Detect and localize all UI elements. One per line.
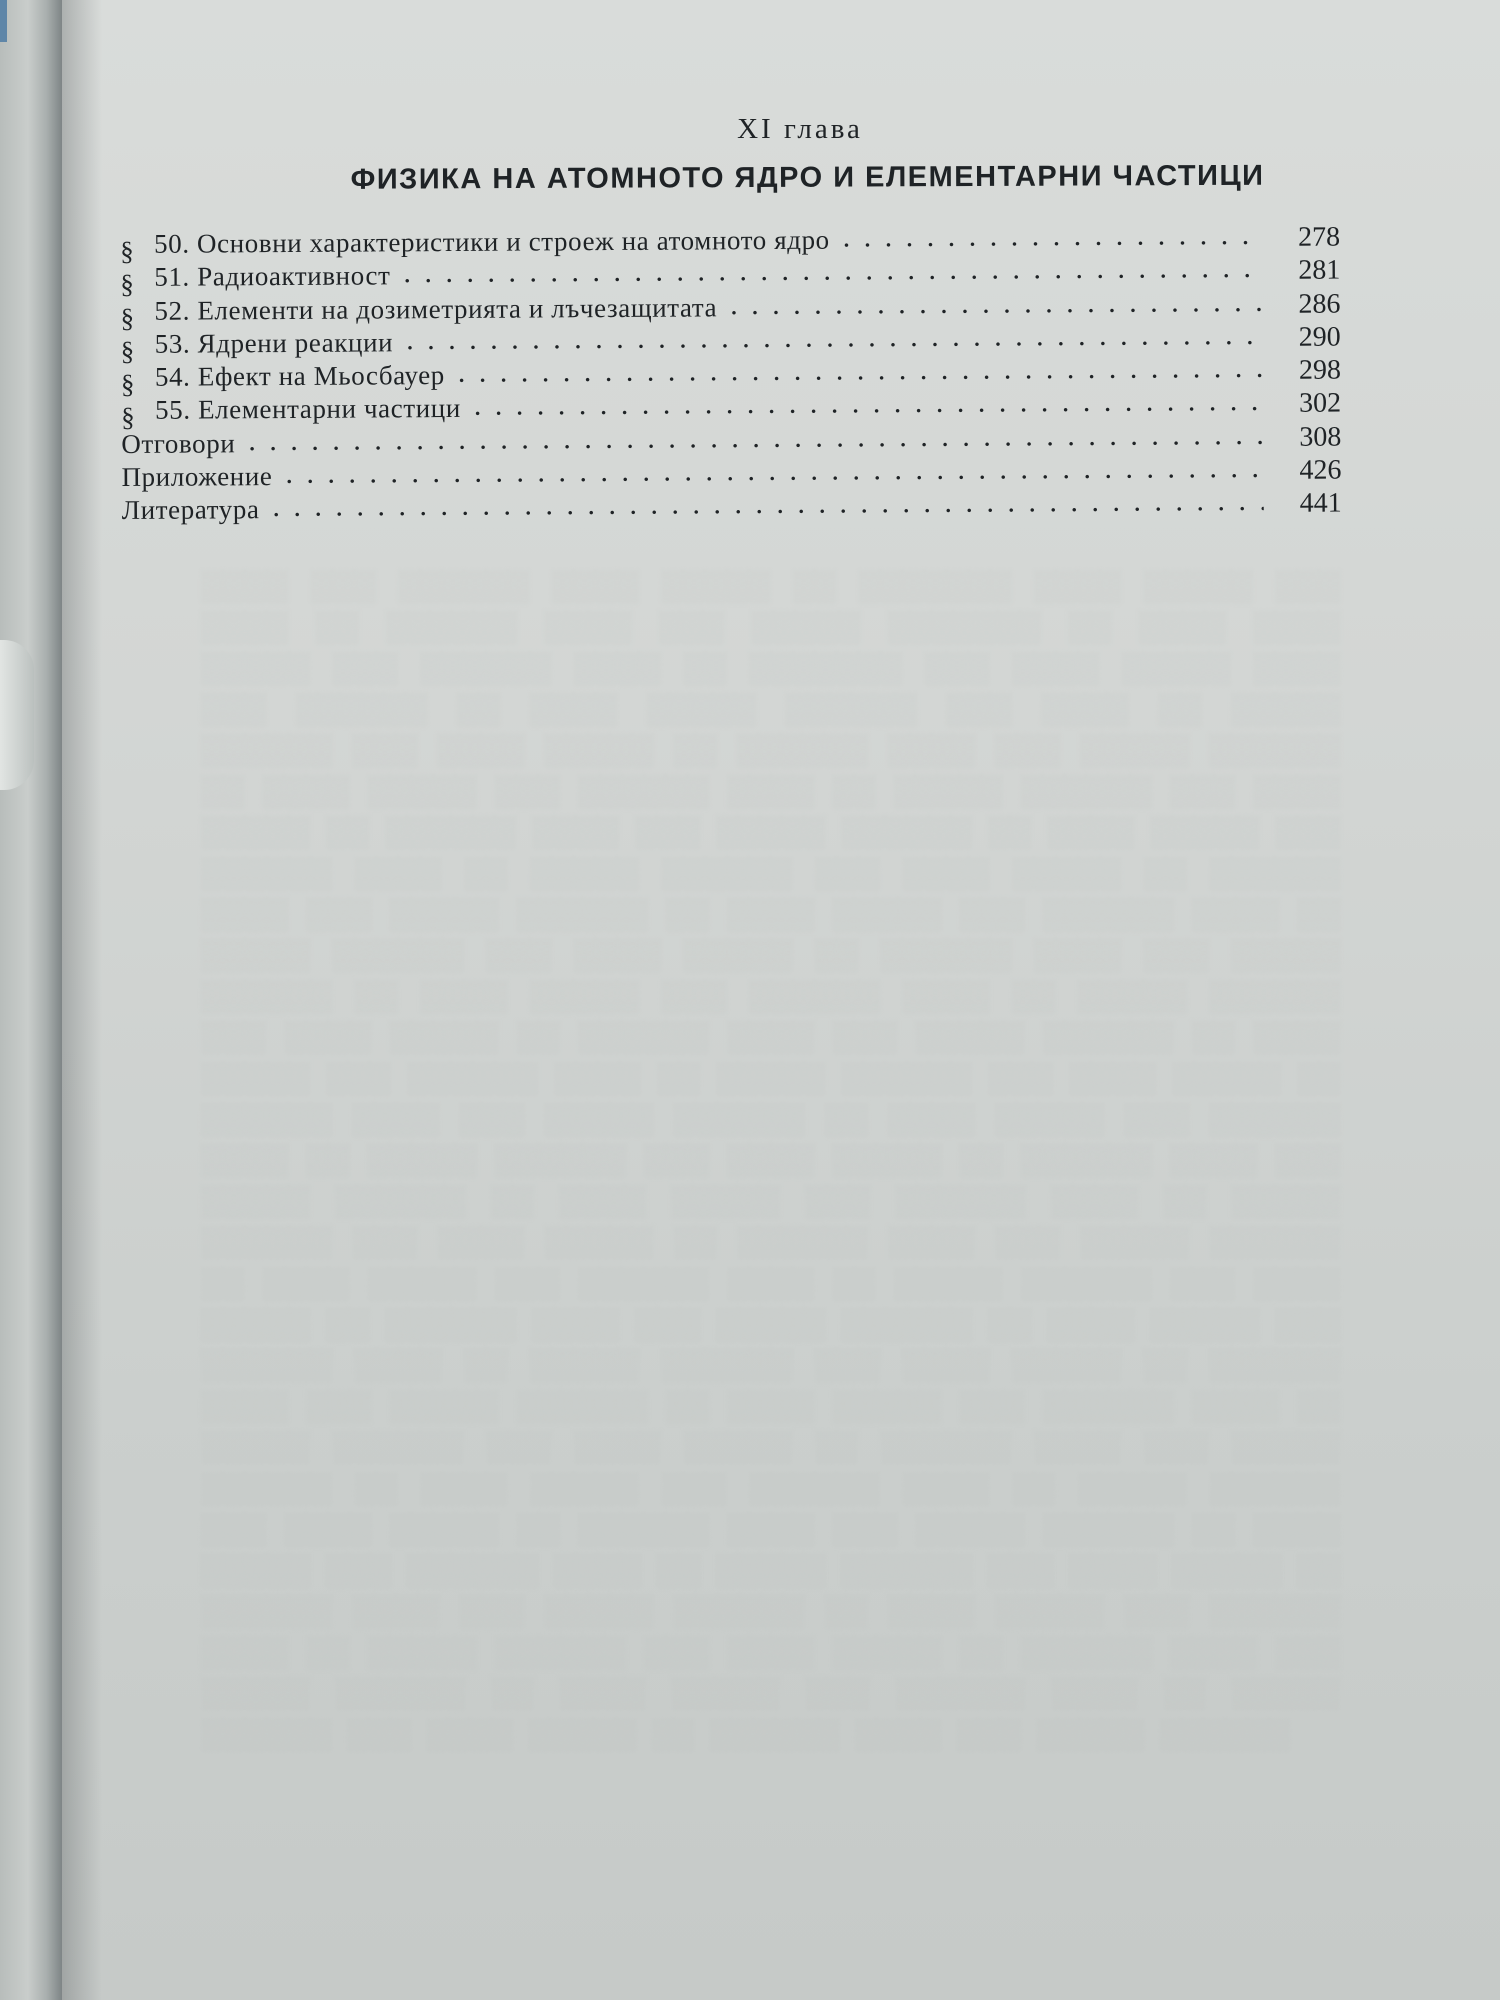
- page-fold: [0, 640, 34, 790]
- dot-leader: [404, 253, 1262, 291]
- cover-edge: [0, 0, 7, 42]
- toc-page-number: 290: [1298, 321, 1341, 353]
- toc-entry-label: 52. Елементи на дозиметрията и лъчезащитата: [154, 291, 718, 326]
- toc-page-number: 426: [1299, 454, 1342, 486]
- section-symbol: §: [121, 402, 135, 433]
- toc-entry-label: 51. Радиоактивност: [154, 260, 391, 293]
- toc-entry-label: Литература: [121, 494, 260, 526]
- chapter-label: XI глава: [737, 113, 863, 145]
- section-symbol: §: [120, 235, 134, 266]
- book-spine: [0, 0, 62, 2000]
- toc-entry-label: Приложение: [121, 461, 273, 493]
- show-through-texture: ░░░░ ░░░ ░░░░░░ ░░░░ ░░░░░ ░░ ░░░░░░░ ░░░░ ░░░░░ ░░░ ░░░░ ░░ ░░░░░░ ░░░░ ░░░ ░░░░░ ░░░░░░░ ░░ ░░░░ ░░░░ ░░░░░ ░░░ ░░░░░░ ░░░░ ░░ ░░░░░░░ ░░░ ░░░░ ░░░░░ ░░░░ ░░░ ░░░░░░ ░░ ░░░░ ░░░░░ ░░░░░░ ░░░ ░░░░ ░░ ░░░░░ ░░░░░░ ░░░ ░░░░ ░░░░░ ░░ ░░░░░░ ░░░░ ░░░ ░░░░░ ░░░░░░ ░░ ░░░░ ░░░░░ ░░░ ░░░░░░ ░░░░ ░░ ░░░░░ ░░░░░░ ░░░ ░░░░ ░░░░░ ░░ ░░░░░░ ░░░░ ░░░ ░░░░░ ░░░░░░ ░░ ░░░░ ░░░░░ ░░░ ░░░░░░ ░░░░ ░░ ░░░░░ ░░░░░░ ░░░ ░░░░ ░░░░░ ░░ ░░░░░░ ░░░░ ░░░ ░░░░░ ░░░░░░ ░░ ░░░░ ░░░░░ ░░░ ░░░░░░ ░░░░ ░░ ░░░░░ ░░░░░░ ░░░ ░░░░ ░░░░░ ░░ ░░░░░░ ░░░░ ░░░ ░░░░░ ░░░░░░ ░░ ░░░░ ░░░░░ ░░░ ░░░░░░ ░░░░ ░░ ░░░░░ ░░░░░░ ░░░ ░░░░ ░░░░░ ░░ ░░░░░░ ░░░░ ░░░ ░░░░░ ░░░░░░ ░░ ░░░░ ░░░░░ ░░░ ░░░░░░ ░░░░ ░░ ░░░░░ ░░░░░░ ░░░ ░░░░ ░░░░░ ░░ ░░░░░░ ░░░░ ░░░ ░░░░░ ░░░░░░ ░░ ░░░░ ░░░░░ ░░░ ░░░░░░ ░░░░ ░░ ░░░░░ ░░░░░░ ░░░ ░░░░ ░░░░░ ░░ ░░░░░░ ░░░░ ░░░ ░░░░░ ░░░░░░ ░░ ░░░░ ░░░░░ ░░░ ░░░░░░ ░░░░ ░░ ░░░░░ ░░░░░░ ░░░ ░░░░ ░░░░░ ░░ ░░░░░░ ░░░░ ░░░ ░░░░░ ░░░░░░ ░░ ░░░░ ░░░░░ ░░░ ░░░░░░ ░░░░ ░░ ░░░░░ ░░░░░░ ░░░ ░░░░ ░░░░░ ░░ ░░░░░░ ░░░░ ░░░ ░░░░░ ░░░░░░ ░░ ░░░░ ░░░░░ ░░░ ░░░░░░ ░░░░ ░░ ░░░░░ ░░░░░░ ░░░ ░░░░ ░░░░░ ░░ ░░░░░░ ░░░░ ░░░ ░░░░░ ░░░░░░ ░░ ░░░░ ░░░░░ ░░░ ░░░░░░ ░░░░ ░░ ░░░░░ ░░░░░░ ░░░ ░░░░ ░░░░░ ░░ ░░░░░░ ░░░░ ░░░ ░░░░░ ░░░░░░ ░░ ░░░░ ░░░░░ ░░░ ░░░░░░ ░░░░ ░░ ░░░░░ ░░░░░░ ░░░ ░░░░ ░░░░░ ░░ ░░░░░░ ░░░░ ░░░ ░░░░░ ░░░░░░ ░░ ░░░░ ░░░░░ ░░░ ░░░░░░ ░░░░ ░░ ░░░░░ ░░░░░░ ░░░ ░░░░ ░░░░░ ░░ ░░░░░░ ░░░░ ░░░ ░░░░░ ░░░░░░ ░░ ░░░░ ░░░░░ ░░░ ░░░░░░ ░░░░ ░░ ░░░░░ ░░░░░░ ░░░ ░░░░ ░░░░░ ░░ ░░░░░░ ░░░░ ░░░ ░░░░░ ░░░░░░ ░░ ░░░░ ░░░░░ ░░░ ░░░░░░ ░░░░ ░░ ░░░░░ ░░░░░░ ░░░ ░░░░ ░░░░░ ░░ ░░░░░░ ░░░░ ░░░ ░░░░░ ░░░░░░: [200, 568, 1340, 1751]
- toc-page-number: 278: [1297, 221, 1341, 253]
- dot-leader: [844, 220, 1263, 256]
- toc-page-number: 308: [1299, 421, 1342, 453]
- dot-leader: [731, 287, 1263, 323]
- dot-leader: [459, 353, 1263, 391]
- section-symbol: §: [120, 269, 134, 300]
- dot-leader: [286, 453, 1263, 492]
- gutter-shadow: [62, 0, 102, 2000]
- section-symbol: §: [120, 369, 135, 400]
- section-symbol: §: [120, 302, 135, 333]
- section-symbol: §: [120, 335, 135, 366]
- toc-entry-label: 50. Основни характеристики и строеж на атомното ядро: [154, 224, 830, 259]
- toc-page-number: 441: [1299, 487, 1342, 520]
- dot-leader: [407, 320, 1263, 358]
- toc-page-number: 302: [1299, 388, 1342, 420]
- chapter-title: ФИЗИКА НА АТОМНОТО ЯДРО И ЕЛЕМЕНТАРНИ ЧАСТИЦИ: [350, 159, 1265, 196]
- dot-leader: [475, 387, 1263, 425]
- toc-entry-label: Отговори: [121, 428, 236, 459]
- table-of-contents: [120, 221, 1342, 528]
- toc-page-number: 281: [1298, 254, 1341, 287]
- toc-page-number: 298: [1298, 354, 1341, 386]
- toc-page-number: 286: [1298, 288, 1341, 320]
- toc-entry-label: 54. Ефект на Мьосбауер: [154, 360, 445, 392]
- dot-leader: [273, 486, 1263, 525]
- toc-entry-label: 53. Ядрени реакции: [154, 327, 394, 359]
- toc-entry-label: 55. Елементарни частици: [155, 393, 461, 426]
